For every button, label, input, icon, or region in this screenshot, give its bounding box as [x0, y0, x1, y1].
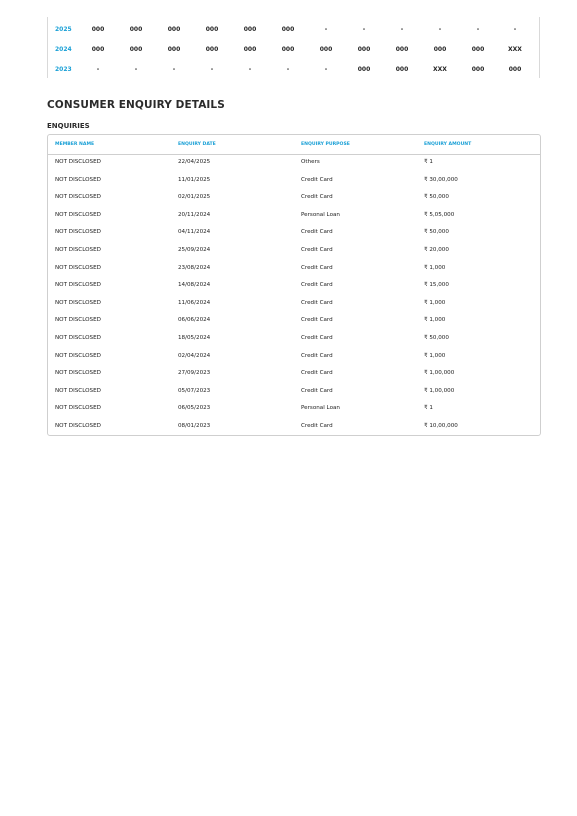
- enquiry-date-cell: 22/04/2025: [178, 159, 211, 165]
- history-cell: 000: [395, 46, 409, 53]
- history-cell: 000: [281, 46, 295, 53]
- enquiry-date-cell: 14/08/2024: [178, 282, 211, 289]
- history-cell: 000: [395, 66, 409, 73]
- enquiry-date-cell: 06/06/2024: [178, 317, 211, 324]
- enquiry-amount-cell: ₹ 50,000: [424, 229, 449, 236]
- member-name-cell: NOT DISCLOSED: [55, 229, 101, 236]
- member-name-cell: NOT DISCLOSED: [55, 282, 101, 289]
- history-cell: 000: [167, 46, 181, 53]
- enquiry-date-cell: 11/01/2025: [178, 176, 211, 183]
- member-name-cell: NOT DISCLOSED: [55, 317, 101, 324]
- history-cell: -: [513, 26, 517, 33]
- history-cell: 000: [129, 26, 143, 33]
- enquiry-date-cell: 04/11/2024: [178, 229, 211, 236]
- column-header-enquiry-amount: ENQUIRY AMOUNT: [424, 142, 472, 147]
- history-cell: 000: [319, 46, 333, 53]
- column-header-enquiry-date: ENQUIRY DATE: [178, 142, 216, 147]
- enquiry-purpose-cell: Credit Card: [301, 423, 333, 429]
- history-row: [48, 60, 539, 80]
- history-cell: -: [362, 26, 366, 33]
- enquiry-purpose-cell: Credit Card: [301, 282, 333, 289]
- member-name-cell: NOT DISCLOSED: [55, 194, 101, 201]
- enquiry-purpose-cell: Personal Loan: [301, 405, 340, 412]
- member-name-cell: NOT DISCLOSED: [55, 387, 101, 394]
- enquiry-amount-cell: ₹ 1,000: [424, 299, 446, 306]
- column-header-member-name: MEMBER NAME: [55, 142, 95, 147]
- history-cell: 000: [91, 46, 105, 53]
- enquiry-purpose-cell: Credit Card: [301, 352, 333, 359]
- enquiry-purpose-cell: Credit Card: [301, 370, 333, 377]
- payment-history-grid: [47, 17, 540, 78]
- table-row: [48, 295, 540, 313]
- table-row: [48, 242, 540, 260]
- history-year: 2024: [55, 46, 72, 53]
- history-cell: 000: [205, 46, 219, 53]
- member-name-cell: NOT DISCLOSED: [55, 405, 101, 412]
- member-name-cell: NOT DISCLOSED: [55, 176, 101, 183]
- enquiry-table-header: [48, 135, 540, 155]
- member-name-cell: NOT DISCLOSED: [55, 211, 101, 218]
- member-name-cell: NOT DISCLOSED: [55, 264, 101, 271]
- section-title: CONSUMER ENQUIRY DETAILS: [47, 99, 225, 111]
- enquiry-date-cell: 08/01/2023: [178, 423, 211, 429]
- enquiry-purpose-cell: Credit Card: [301, 299, 333, 306]
- table-row: [48, 383, 540, 401]
- enquiry-purpose-cell: Personal Loan: [301, 211, 340, 218]
- enquiry-amount-cell: ₹ 1,000: [424, 317, 446, 324]
- table-row: [48, 330, 540, 348]
- enquiry-purpose-cell: Credit Card: [301, 335, 333, 341]
- table-row: [48, 418, 540, 436]
- enquiry-purpose-cell: Credit Card: [301, 264, 333, 271]
- enquiry-amount-cell: ₹ 15,000: [424, 282, 449, 289]
- enquiry-date-cell: 11/06/2024: [178, 299, 211, 306]
- enquiry-date-cell: 02/01/2025: [178, 194, 211, 201]
- enquiry-amount-cell: ₹ 30,00,000: [424, 176, 458, 183]
- member-name-cell: NOT DISCLOSED: [55, 299, 101, 306]
- table-row: [48, 277, 540, 295]
- enquiry-purpose-cell: Credit Card: [301, 194, 333, 201]
- enquiry-amount-cell: ₹ 1: [424, 159, 433, 165]
- history-cell: -: [438, 26, 442, 33]
- history-cell: -: [476, 26, 480, 33]
- history-cell: 000: [243, 46, 257, 53]
- enquiry-purpose-cell: Credit Card: [301, 229, 333, 236]
- history-cell: -: [400, 26, 404, 33]
- enquiry-amount-cell: ₹ 5,05,000: [424, 211, 455, 218]
- enquiry-purpose-cell: Credit Card: [301, 387, 333, 394]
- enquiry-table: [47, 134, 541, 436]
- enquiry-purpose-cell: Credit Card: [301, 247, 333, 253]
- table-row: [48, 312, 540, 330]
- member-name-cell: NOT DISCLOSED: [55, 335, 101, 341]
- enquiry-amount-cell: ₹ 50,000: [424, 194, 449, 201]
- member-name-cell: NOT DISCLOSED: [55, 370, 101, 377]
- enquiry-date-cell: 25/09/2024: [178, 247, 211, 253]
- enquiry-date-cell: 27/09/2023: [178, 370, 211, 377]
- history-cell: 000: [167, 26, 181, 33]
- history-cell: 000: [471, 46, 485, 53]
- enquiry-date-cell: 18/05/2024: [178, 335, 211, 341]
- enquiry-date-cell: 02/04/2024: [178, 352, 211, 359]
- enquiry-amount-cell: ₹ 1,00,000: [424, 387, 455, 394]
- table-row: [48, 172, 540, 190]
- table-row: [48, 154, 540, 172]
- history-cell: 000: [243, 26, 257, 33]
- table-row: [48, 348, 540, 366]
- history-cell: -: [210, 66, 214, 73]
- member-name-cell: NOT DISCLOSED: [55, 423, 101, 429]
- history-year: 2025: [55, 26, 72, 33]
- history-cell: -: [134, 66, 138, 73]
- table-row: [48, 224, 540, 242]
- history-cell: 000: [205, 26, 219, 33]
- history-row: [48, 20, 539, 40]
- history-cell: 000: [357, 66, 371, 73]
- history-cell: -: [286, 66, 290, 73]
- table-row: [48, 365, 540, 383]
- enquiry-amount-cell: ₹ 1,000: [424, 352, 446, 359]
- table-row: [48, 260, 540, 278]
- history-cell: -: [248, 66, 252, 73]
- table-row: [48, 189, 540, 207]
- enquiry-date-cell: 23/08/2024: [178, 264, 211, 271]
- history-cell: 000: [508, 66, 522, 73]
- enquiry-amount-cell: ₹ 10,00,000: [424, 423, 458, 429]
- enquiry-date-cell: 20/11/2024: [178, 211, 211, 218]
- enquiry-purpose-cell: Credit Card: [301, 317, 333, 324]
- history-cell: XXX: [508, 46, 522, 53]
- enquiry-amount-cell: ₹ 50,000: [424, 335, 449, 341]
- enquiry-date-cell: 06/05/2023: [178, 405, 211, 412]
- table-row: [48, 207, 540, 225]
- history-cell: -: [324, 66, 328, 73]
- history-cell: XXX: [433, 66, 447, 73]
- member-name-cell: NOT DISCLOSED: [55, 352, 101, 359]
- history-cell: 000: [129, 46, 143, 53]
- history-cell: 000: [91, 26, 105, 33]
- history-year: 2023: [55, 66, 72, 73]
- history-cell: -: [172, 66, 176, 73]
- history-cell: 000: [357, 46, 371, 53]
- member-name-cell: NOT DISCLOSED: [55, 159, 101, 165]
- member-name-cell: NOT DISCLOSED: [55, 247, 101, 253]
- history-cell: -: [96, 66, 100, 73]
- column-header-enquiry-purpose: ENQUIRY PURPOSE: [301, 142, 350, 147]
- enquiry-amount-cell: ₹ 20,000: [424, 247, 449, 253]
- enquiry-purpose-cell: Others: [301, 159, 320, 165]
- history-cell: 000: [433, 46, 447, 53]
- table-row: [48, 400, 540, 418]
- history-cell: 000: [281, 26, 295, 33]
- enquiry-date-cell: 05/07/2023: [178, 387, 211, 394]
- enquiries-subtitle: ENQUIRIES: [47, 122, 90, 130]
- enquiry-amount-cell: ₹ 1: [424, 405, 433, 412]
- history-cell: 000: [471, 66, 485, 73]
- enquiry-amount-cell: ₹ 1,000: [424, 264, 446, 271]
- enquiry-amount-cell: ₹ 1,00,000: [424, 370, 455, 377]
- history-cell: -: [324, 26, 328, 33]
- enquiry-purpose-cell: Credit Card: [301, 176, 333, 183]
- history-row: [48, 40, 539, 60]
